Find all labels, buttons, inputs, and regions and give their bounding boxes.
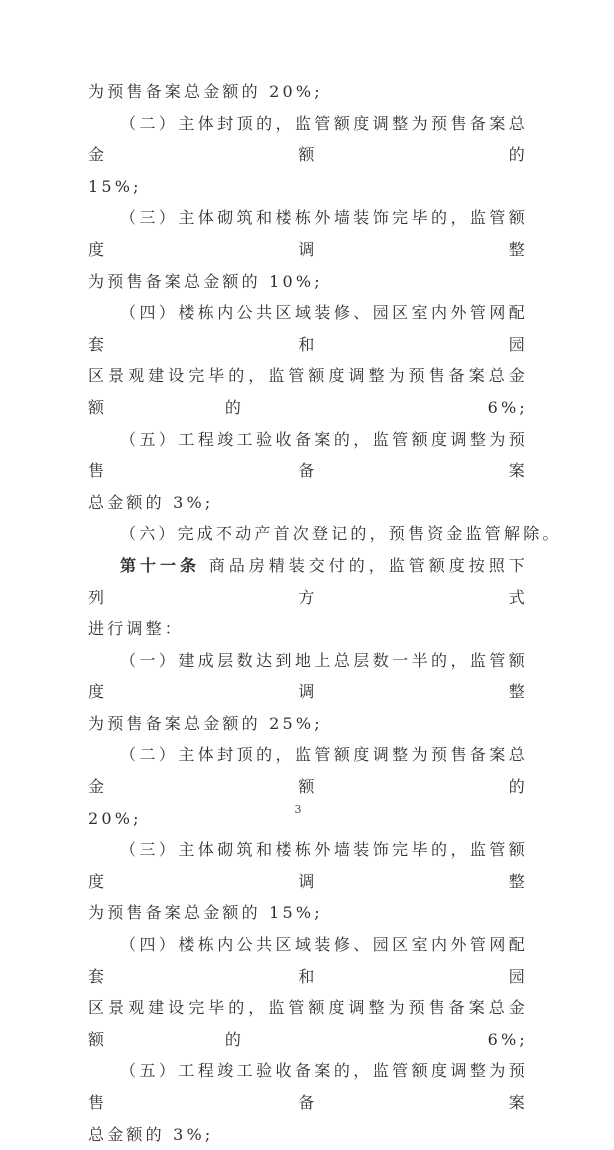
text-line-content: 为预售备案总金额的 10%; bbox=[88, 271, 323, 291]
text-line bbox=[88, 1055, 528, 1118]
article-number: 第十一条 bbox=[120, 555, 200, 575]
text-line bbox=[88, 76, 528, 108]
text-line bbox=[88, 897, 528, 929]
document-body bbox=[88, 76, 562, 1150]
text-line-content: 15%; bbox=[88, 176, 142, 196]
text-line bbox=[88, 297, 528, 360]
text-line-content: （五）工程竣工验收备案的，监管额度调整为预售备案 bbox=[88, 1061, 528, 1112]
text-line bbox=[88, 518, 562, 550]
text-line bbox=[88, 613, 528, 645]
text-line bbox=[88, 708, 528, 740]
text-line-content: 总金额的 3%; bbox=[88, 1124, 214, 1144]
text-line-content: 总金额的 3%; bbox=[88, 492, 214, 512]
text-line bbox=[88, 739, 528, 802]
text-line bbox=[88, 1119, 528, 1150]
text-line-content: （四）楼栋内公共区域装修、园区室内外管网配套和园 bbox=[88, 303, 528, 354]
text-line-content: 区景观建设完毕的，监管额度调整为预售备案总金额的 6%; bbox=[88, 366, 528, 417]
text-line-content: 为预售备案总金额的 15%; bbox=[88, 903, 323, 923]
text-line-content: （五）工程竣工验收备案的，监管额度调整为预售备案 bbox=[88, 429, 528, 481]
text-line bbox=[88, 645, 528, 708]
text-line bbox=[88, 202, 528, 265]
text-line-content: 为预售备案总金额的 20%; bbox=[88, 82, 323, 101]
text-line bbox=[88, 834, 528, 897]
text-line-content: （三）主体砌筑和楼栋外墙装饰完毕的，监管额度调整 bbox=[88, 208, 528, 259]
text-line-content: （三）主体砌筑和楼栋外墙装饰完毕的，监管额度调整 bbox=[88, 840, 528, 891]
text-line-content: （六）完成不动产首次登记的，预售资金监管解除。 bbox=[120, 524, 562, 544]
text-line bbox=[88, 550, 528, 613]
text-line bbox=[88, 266, 528, 298]
text-line-content: 商品房精装交付的，监管额度按照下列方式 bbox=[88, 555, 528, 607]
text-line-content: 20%; bbox=[88, 808, 142, 828]
text-line-content: （四）楼栋内公共区域装修、园区室内外管网配套和园 bbox=[88, 935, 528, 986]
page-number: 3 bbox=[294, 803, 302, 816]
text-line bbox=[88, 360, 528, 423]
text-line bbox=[88, 171, 528, 203]
text-line-content: （二）主体封顶的，监管额度调整为预售备案总金额的 bbox=[88, 745, 528, 797]
text-line bbox=[88, 108, 528, 171]
text-line-content: 区景观建设完毕的，监管额度调整为预售备案总金额的 6%; bbox=[88, 998, 528, 1049]
text-line bbox=[88, 992, 528, 1055]
text-line-content: （二）主体封顶的，监管额度调整为预售备案总金额的 bbox=[88, 113, 528, 165]
text-line bbox=[88, 424, 528, 487]
text-line bbox=[88, 929, 528, 992]
text-line-content: （一）建成层数达到地上总层数一半的，监管额度调整 bbox=[88, 650, 528, 702]
text-line-content: 进行调整： bbox=[88, 619, 185, 639]
text-line-content: 为预售备案总金额的 25%; bbox=[88, 713, 323, 733]
text-line bbox=[88, 487, 528, 519]
